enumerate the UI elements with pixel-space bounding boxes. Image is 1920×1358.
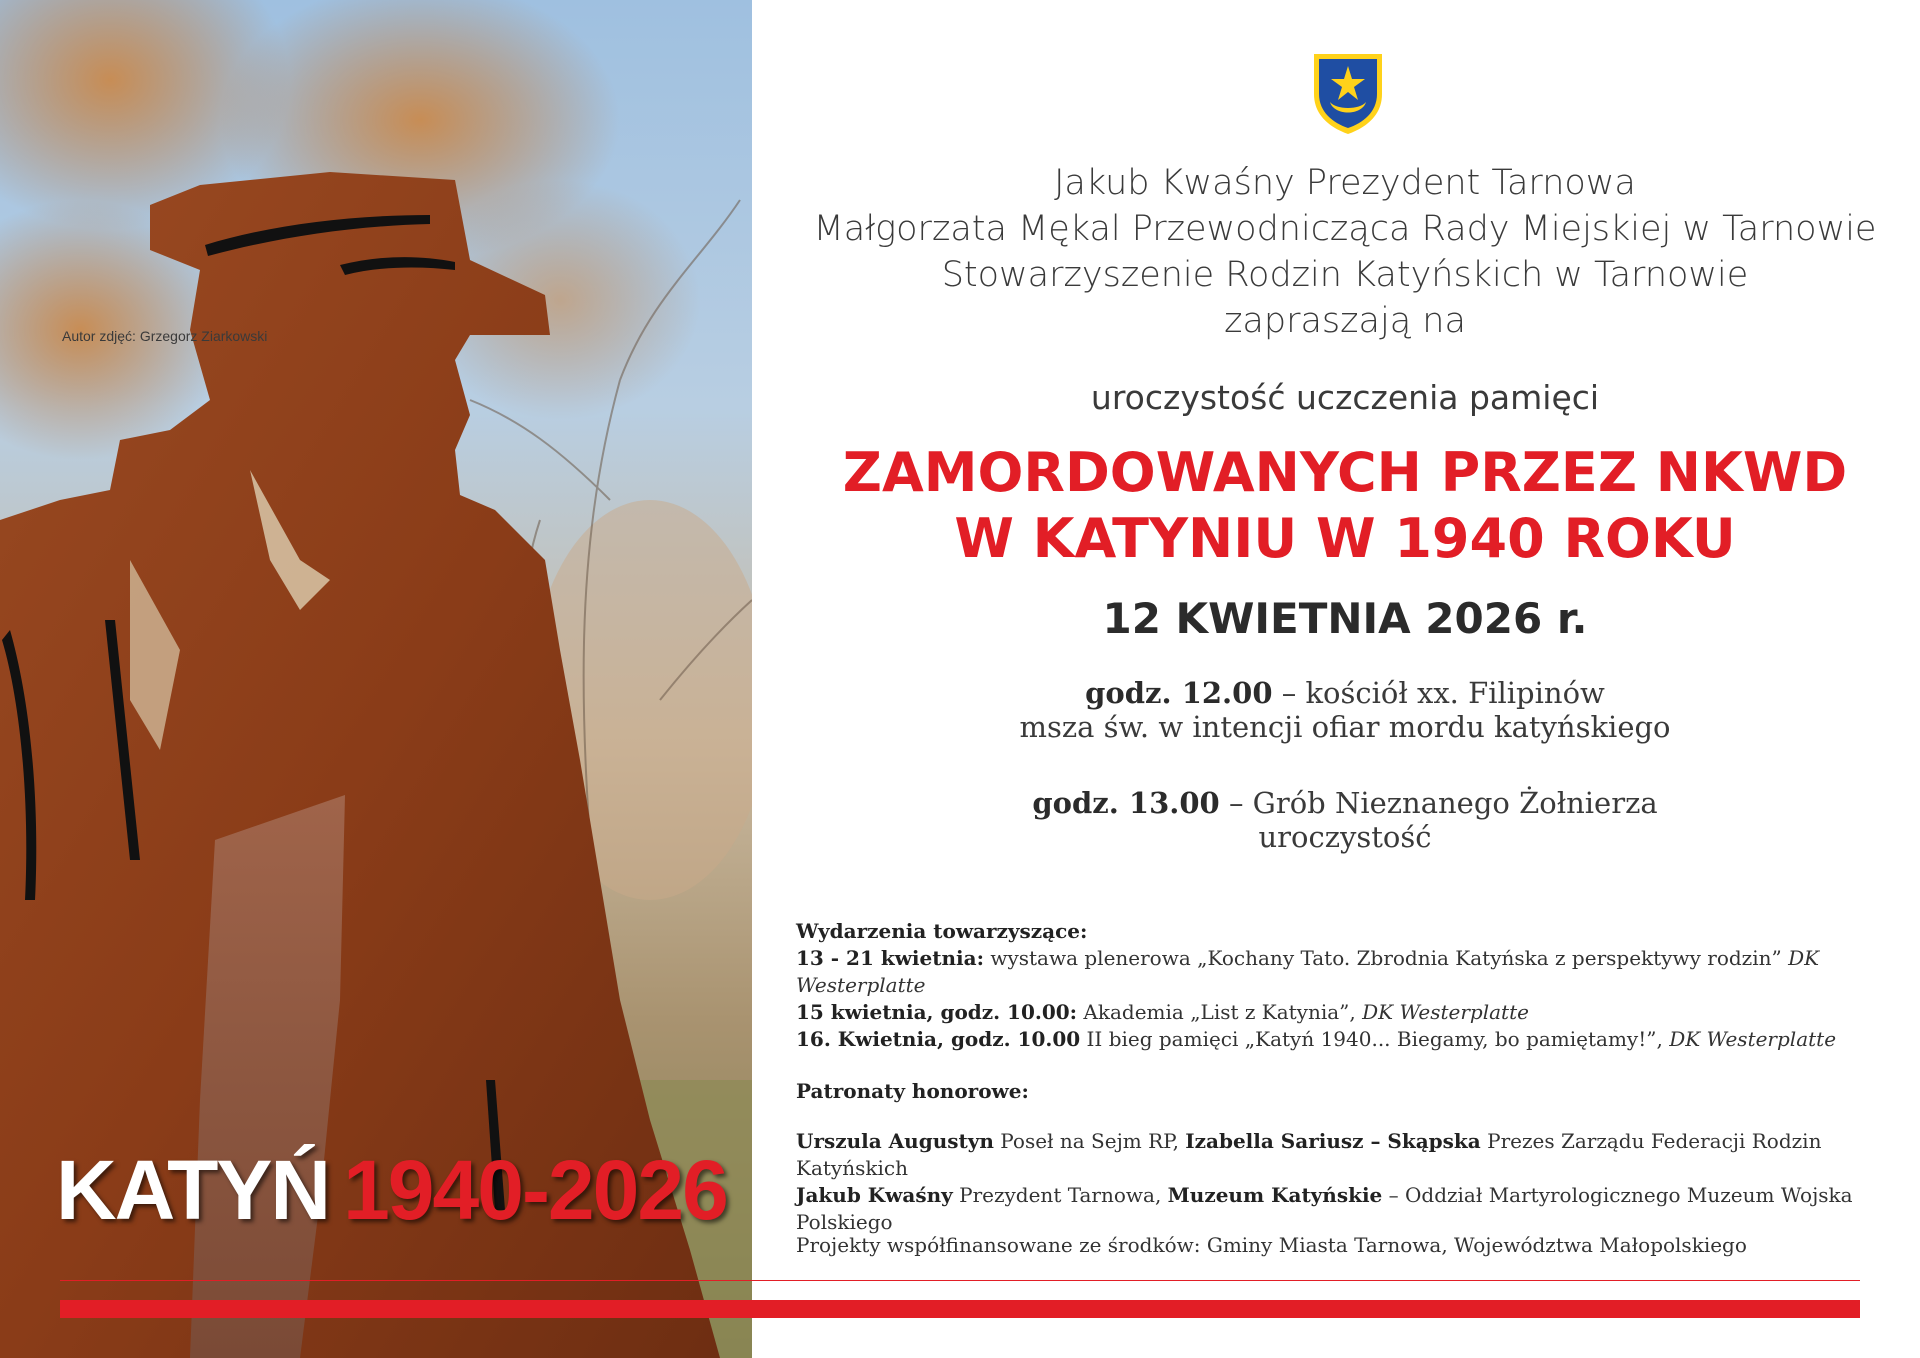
program-place: – Grób Nieznanego Żołnierza [1219,786,1658,820]
katyn-title-years: 1940-2026 [343,1143,727,1237]
program-note: uroczystość [1258,820,1432,854]
katyn-title [56,1143,727,1237]
side-event-what: II bieg pamięci „Katyń 1940... Biegamy, bo pamiętamy!”, [1080,1027,1670,1051]
headline-line-1: ZAMORDOWANYCH PRZEZ NKWD [842,441,1848,504]
side-event-where: DK Westerplatte [1362,1000,1529,1024]
event-date: 12 KWIETNIA 2026 r. [1102,594,1588,643]
organizer-line-2: Małgorzata Mękal Przewodnicząca Rady Miejskiej w Tarnowie [813,209,1877,249]
program-item [800,786,1890,854]
program-item [800,676,1890,744]
organizer-line-1: Jakub Kwaśny Prezydent Tarnowa [1054,163,1636,203]
program-time: godz. 12.00 [1085,676,1273,710]
patrons-line [796,1128,1896,1182]
program-note: msza św. w intencji ofiar mordu katyńskiego [1019,710,1671,744]
side-event-what: wystawa plenerowa „Kochany Tato. Zbrodnia Katyńska z perspektywy rodzin” [983,946,1789,970]
side-event-where: DK Westerplatte [1669,1027,1837,1051]
side-event-when: 16. Kwietnia, godz. 10.00 [796,1027,1081,1051]
patrons-line [796,1182,1896,1236]
organizers-block [800,160,1890,344]
patrons-heading [796,1078,1896,1105]
patron-role: Prezes Zarządu Federacji Rodzin Katyńskich [796,1129,1822,1180]
event-intro: uroczystość uczczenia pamięci [1090,378,1600,417]
patrons-heading-text: Patronaty honorowe: [796,1079,1029,1103]
headline [800,440,1890,572]
program-time: godz. 13.00 [1032,786,1220,820]
headline-line-2: W KATYNIU W 1940 ROKU [954,507,1736,570]
side-events [796,918,1896,1053]
katyn-title-word: KATYŃ [56,1143,330,1237]
patron-name: Urszula Augustyn [796,1129,994,1153]
monument-photo [0,0,752,1358]
photo-credit: Autor zdjęć: Grzegorz Ziarkowski [62,328,268,344]
red-rule-thick [60,1300,1860,1318]
side-event-item [796,1026,1896,1053]
program-place: – kościół xx. Filipinów [1272,676,1605,710]
side-event-item [796,999,1896,1026]
funding-note: Projekty współfinansowane ze środków: Gminy Miasta Tarnowa, Województwa Małopolskiego [796,1233,1747,1257]
patron-name: Jakub Kwaśny [796,1183,953,1207]
side-event-when: 13 - 21 kwietnia: [796,946,984,970]
patron-role: – Oddział Martyrologicznego Muzeum Wojska Polskiego [796,1183,1853,1234]
patron-name: Muzeum Katyńskie [1167,1183,1383,1207]
patron-name: Izabella Sariusz – Skąpska [1185,1129,1481,1153]
tarnow-coat-of-arms-icon [1310,50,1386,141]
patron-role: Poseł na Sejm RP, [993,1129,1186,1153]
side-event-what: Akademia „List z Katynia”, [1077,1000,1363,1024]
side-event-when: 15 kwietnia, godz. 10.00: [796,1000,1078,1024]
organizer-line-3: Stowarzyszenie Rodzin Katyńskich w Tarnowie [941,255,1749,295]
side-events-heading: Wydarzenia towarzyszące: [796,919,1088,943]
red-rule-thin [60,1280,1860,1281]
patron-role: Prezydent Tarnowa, [952,1183,1168,1207]
invitation-line: zapraszają na [1224,301,1466,341]
side-event-where: DK Westerplatte [796,946,1820,997]
patrons-list [796,1128,1896,1236]
side-event-item [796,945,1896,999]
